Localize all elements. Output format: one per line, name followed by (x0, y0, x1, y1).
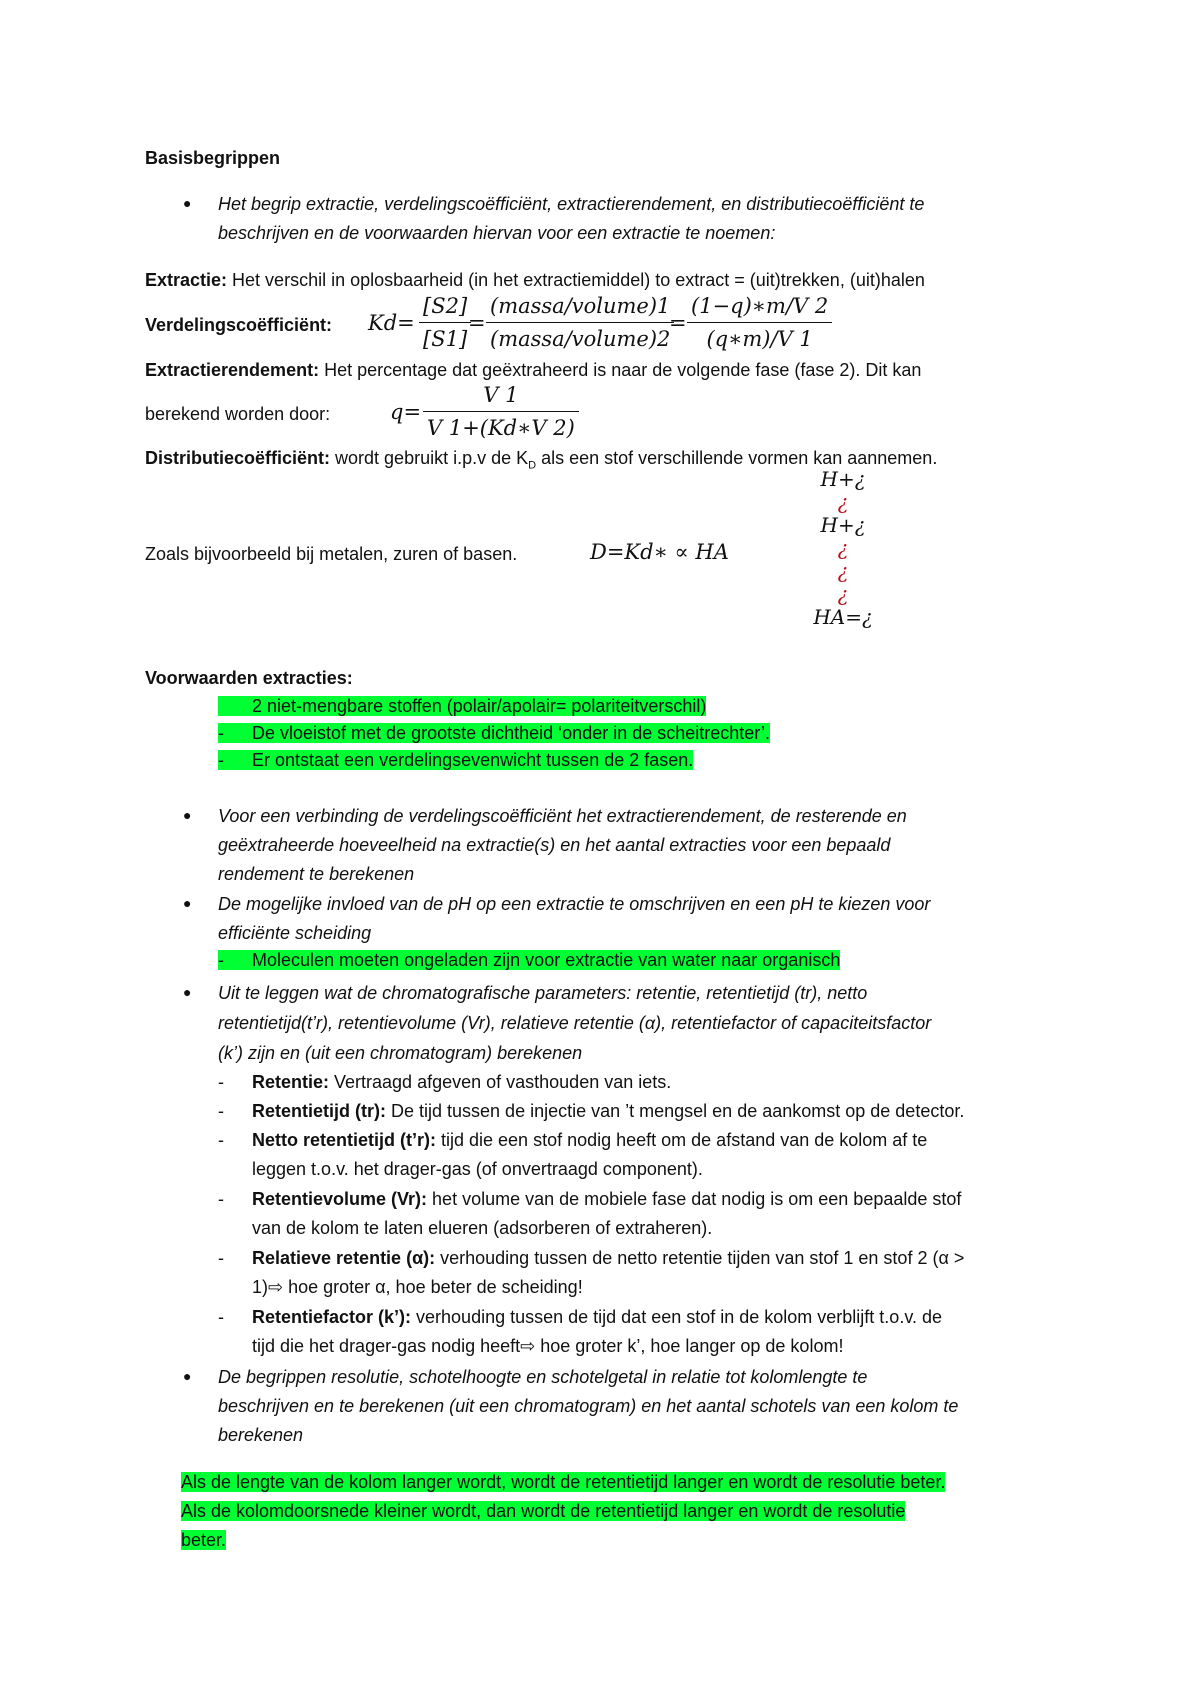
distributie-example: Zoals bijvoorbeeld bij metalen, zuren of basen. (145, 544, 518, 564)
objective-4-line: (k’) zijn en (uit een chromatogram) berekenen (218, 1043, 583, 1063)
dash-marker: - (218, 1189, 224, 1209)
formula-stack: H+¿ ¿ H+¿ ¿ ¿ ¿ HA=¿ (813, 467, 873, 629)
objective-1-line2: beschrijven en de voorwaarden hiervan voor een extractie te noemen: (218, 223, 776, 243)
dash-marker: - (218, 1072, 224, 1092)
bullet-icon: ● (183, 807, 192, 823)
rendement-definition: Extractierendement: Het percentage dat geëxtraheerd is naar de volgende fase (fase 2). Dit kan (145, 360, 922, 380)
equals-sign: = (468, 311, 486, 335)
param-netto-line2: leggen t.o.v. het drager-gas (of onvertraagd component). (252, 1159, 703, 1179)
extractie-definition: Extractie: Het verschil in oplosbaarheid (in het extractiemiddel) to extract = (uit)trekken, (uit)halen (145, 270, 925, 290)
voorwaarden-item: 2 niet-mengbare stoffen (polair/apolair= polariteitverschil) (218, 692, 706, 720)
bullet-icon: ● (183, 195, 192, 211)
objective-3-line: efficiënte scheiding (218, 923, 372, 943)
distributie-definition: Distributiecoëfficiënt: wordt gebruikt i.p.v de $K_D$ als een stof verschillende vormen kan aannemen. (145, 448, 938, 472)
dash-marker: - (218, 723, 224, 743)
objective-5-line: beschrijven en te berekenen (uit een chromatogram) en het aantal schotels van een kolom te (218, 1396, 959, 1416)
dash-marker: - (218, 1307, 224, 1327)
rendement-lhs: q= (390, 400, 422, 424)
objective-1-line1: Het begrip extractie, verdelingscoëfficiënt, extractierendement, en distributiecoëfficiënt te (218, 194, 925, 214)
objective-5-line: berekenen (218, 1425, 304, 1445)
equals-sign: = (669, 311, 687, 335)
ph-item: Moleculen moeten ongeladen zijn voor extractie van water naar organisch (218, 946, 840, 974)
dash-marker: - (218, 750, 224, 770)
dash-marker: - (218, 1101, 224, 1121)
param-netto: Netto retentietijd (t’r): tijd die een stof nodig heeft om de afstand van de kolom af te (252, 1130, 928, 1150)
bullet-icon: ● (183, 984, 192, 1000)
verdeling-fraction-2: (massa/volume)1 (massa/volume)2 (486, 292, 674, 353)
voorwaarden-item: De vloeistof met de grootste dichtheid ‘onder in de scheitrechter’. (218, 719, 770, 747)
verdeling-fraction-1: $\frac{[S2]}{[S1]}$ (419, 292, 471, 353)
objective-4-line: retentietijd(t’r), retentievolume (Vr), relatieve retentie (α), retentiefactor of capaciteitsfactor (218, 1013, 932, 1033)
rendement-fraction: $\frac{V 1}{V 1+(Kd∗V 2)}$ (423, 381, 579, 442)
objective-5-line: De begrippen resolutie, schotelhoogte en schotelgetal in relatie tot kolomlengte te (218, 1367, 868, 1387)
param-factor: Retentiefactor (k’): verhouding tussen de tijd dat een stof in de kolom verblijft t.o.v. de (252, 1307, 943, 1327)
param-factor-line2: tijd die het drager-gas nodig heeft⇨ hoe groter k’, hoe langer op de kolom! (252, 1336, 844, 1356)
objective-4-line: Uit te leggen wat de chromatografische parameters: retentie, retentietijd (tr), netto (218, 983, 868, 1003)
param-relatief: Relatieve retentie (α): verhouding tussen de netto retentie tijden van stof 1 en stof 2 (α > (252, 1248, 965, 1268)
rendement-line2: berekend worden door: (145, 404, 331, 424)
section-heading: Basisbegrippen (145, 148, 281, 168)
objective-3-line: De mogelijke invloed van de pH op een extractie te omschrijven en een pH te kiezen voor (218, 894, 931, 914)
verdeling-lhs: Kd= (368, 311, 415, 335)
param-volume: Retentievolume (Vr): het volume van de mobiele fase dat nodig is om een bepaalde stof (252, 1189, 962, 1209)
distributie-formula: D=Kd∗ ∝ HA (590, 540, 729, 564)
dash-marker: - (218, 950, 224, 970)
param-retentietijd: Retentietijd (tr): De tijd tussen de injectie van ’t mengsel en de aankomst op de detector. (252, 1101, 965, 1121)
bullet-icon: ● (183, 895, 192, 911)
verdeling-label: Verdelingscoëfficiënt: (145, 315, 333, 335)
conclusion-line: Als de lengte van de kolom langer wordt, wordt de retentietijd langer en wordt de resolutie beter. (181, 1472, 946, 1492)
param-volume-line2: van de kolom te laten elueren (adsorberen of extraheren). (252, 1218, 713, 1238)
voorwaarden-item: Er ontstaat een verdelingsevenwicht tussen de 2 fasen. (218, 746, 693, 774)
param-relatief-line2: 1)⇨ hoe groter α, hoe beter de scheiding! (252, 1277, 583, 1297)
dash-marker: - (218, 1130, 224, 1150)
voorwaarden-title: Voorwaarden extracties: (145, 668, 353, 688)
param-retentie: Retentie: Vertraagd afgeven of vasthouden van iets. (252, 1072, 672, 1092)
bullet-icon: ● (183, 1368, 192, 1384)
objective-2-line: geëxtraheerde hoeveelheid na extractie(s) en het aantal extracties voor een bepaald (218, 835, 891, 855)
objective-2-line: rendement te berekenen (218, 864, 415, 884)
objective-2-line: Voor een verbinding de verdelingscoëfficiënt het extractierendement, de resterende en (218, 806, 907, 826)
conclusion-line: beter. (181, 1530, 227, 1550)
verdeling-fraction-3: $\frac{(1-q)∗m/V 2}{(q∗m)/V 1}$ (687, 292, 832, 353)
conclusion-line: Als de kolomdoorsnede kleiner wordt, dan wordt de retentietijd langer en wordt de resolutie (181, 1501, 906, 1521)
dash-marker: - (218, 1248, 224, 1268)
